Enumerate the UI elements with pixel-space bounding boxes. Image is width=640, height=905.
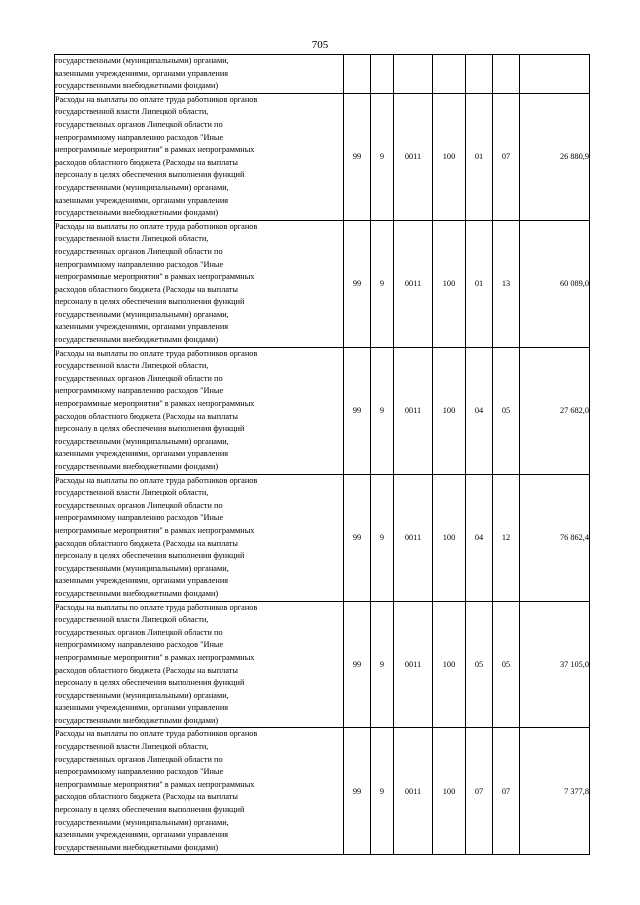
subchapter-code: 13 xyxy=(493,220,520,347)
subsection-code: 9 xyxy=(371,474,394,601)
description-line: государственной власти Липецкой области, xyxy=(55,488,209,498)
amount: 26 880,9 xyxy=(520,93,590,220)
page-number: 705 xyxy=(311,39,329,51)
row-description xyxy=(55,93,344,220)
description-line: государственных органов Липецкой области по xyxy=(55,373,223,383)
empty-cell xyxy=(493,55,520,94)
description-line: непрограммному направлению расходов "Иные xyxy=(55,513,224,523)
row-description xyxy=(55,347,344,474)
empty-cell xyxy=(371,55,394,94)
amount: 60 089,0 xyxy=(520,220,590,347)
expense-type-code: 100 xyxy=(433,474,466,601)
subsection-code: 9 xyxy=(371,93,394,220)
section-code: 99 xyxy=(344,728,371,855)
table-body xyxy=(55,55,590,855)
description-line: непрограммные мероприятия" в рамках непрограммных xyxy=(55,272,255,282)
expense-type-code: 100 xyxy=(433,220,466,347)
description-line: персоналу в целях обеспечения выполнения функций xyxy=(55,805,245,815)
row-description xyxy=(55,474,344,601)
row-description xyxy=(55,55,344,94)
section-code: 99 xyxy=(344,220,371,347)
description-line: расходов областного бюджета (Расходы на выплаты xyxy=(55,284,239,294)
description-line: Расходы на выплаты по оплате труда работников органов xyxy=(55,221,258,231)
target-article-code: 0011 xyxy=(394,220,433,347)
description-line: Расходы на выплаты по оплате труда работников органов xyxy=(55,94,258,104)
expense-type-code: 100 xyxy=(433,728,466,855)
table-row xyxy=(55,93,590,220)
amount: 27 682,0 xyxy=(520,347,590,474)
description-line: непрограммному направлению расходов "Иные xyxy=(55,640,224,650)
amount: 37 105,0 xyxy=(520,601,590,728)
subchapter-code: 05 xyxy=(493,601,520,728)
description-line: персоналу в целях обеспечения выполнения функций xyxy=(55,678,245,688)
description-line: государственными внебюджетными фондами) xyxy=(55,588,219,598)
target-article-code: 0011 xyxy=(394,728,433,855)
budget-table xyxy=(54,54,590,855)
description-line: персоналу в целях обеспечения выполнения функций xyxy=(55,170,245,180)
subsection-code: 9 xyxy=(371,601,394,728)
section-code: 99 xyxy=(344,93,371,220)
amount: 76 862,4 xyxy=(520,474,590,601)
description-line: государственными (муниципальными) органами, xyxy=(55,436,229,446)
empty-cell xyxy=(344,55,371,94)
description-line: государственной власти Липецкой области, xyxy=(55,361,209,371)
section-code: 99 xyxy=(344,474,371,601)
description-line: государственными (муниципальными) органами, xyxy=(55,690,229,700)
description-line: непрограммному направлению расходов "Иные xyxy=(55,259,224,269)
empty-cell xyxy=(520,55,590,94)
subchapter-code: 12 xyxy=(493,474,520,601)
chapter-code: 04 xyxy=(466,347,493,474)
description-line: государственными (муниципальными) органами, xyxy=(55,563,229,573)
description-line: Расходы на выплаты по оплате труда работников органов xyxy=(55,602,258,612)
description-line: государственных органов Липецкой области по xyxy=(55,627,223,637)
description-line: государственными внебюджетными фондами) xyxy=(55,715,219,725)
description-line: государственных органов Липецкой области по xyxy=(55,119,223,129)
chapter-code: 01 xyxy=(466,220,493,347)
description-line: персоналу в целях обеспечения выполнения функций xyxy=(55,297,245,307)
description-line: расходов областного бюджета (Расходы на выплаты xyxy=(55,792,239,802)
chapter-code: 04 xyxy=(466,474,493,601)
description-line: казенными учреждениями, органами управления xyxy=(55,703,229,713)
description-line: непрограммные мероприятия" в рамках непрограммных xyxy=(55,779,255,789)
description-line: государственными внебюджетными фондами) xyxy=(55,81,219,91)
description-line: государственными (муниципальными) органами, xyxy=(55,182,229,192)
subsection-code: 9 xyxy=(371,728,394,855)
description-line: непрограммные мероприятия" в рамках непрограммных xyxy=(55,399,255,409)
description-line: расходов областного бюджета (Расходы на выплаты xyxy=(55,411,239,421)
amount: 7 377,8 xyxy=(520,728,590,855)
empty-cell xyxy=(394,55,433,94)
chapter-code: 05 xyxy=(466,601,493,728)
table-row-continued xyxy=(55,55,590,94)
description-line: казенными учреждениями, органами управления xyxy=(55,322,229,332)
table-row xyxy=(55,601,590,728)
expense-type-code: 100 xyxy=(433,601,466,728)
description-line: государственными внебюджетными фондами) xyxy=(55,335,219,345)
description-line: государственной власти Липецкой области, xyxy=(55,234,209,244)
description-line: государственными внебюджетными фондами) xyxy=(55,462,219,471)
description-line: непрограммному направлению расходов "Иные xyxy=(55,386,224,396)
subchapter-code: 07 xyxy=(493,93,520,220)
description-line: казенными учреждениями, органами управления xyxy=(55,68,229,78)
target-article-code: 0011 xyxy=(394,474,433,601)
description-line: расходов областного бюджета (Расходы на выплаты xyxy=(55,157,239,167)
description-line: персоналу в целях обеспечения выполнения функций xyxy=(55,424,245,434)
description-line: казенными учреждениями, органами управления xyxy=(55,576,229,586)
description-line: непрограммные мероприятия" в рамках непрограммных xyxy=(55,525,255,535)
description-line: государственными внебюджетными фондами) xyxy=(55,208,219,218)
description-line: Расходы на выплаты по оплате труда работников органов xyxy=(55,348,258,358)
description-line: государственной власти Липецкой области, xyxy=(55,615,209,625)
description-line: государственных органов Липецкой области по xyxy=(55,246,223,256)
row-description xyxy=(55,220,344,347)
description-line: казенными учреждениями, органами управления xyxy=(55,449,229,459)
description-line: непрограммному направлению расходов "Иные xyxy=(55,132,224,142)
subsection-code: 9 xyxy=(371,347,394,474)
table-row xyxy=(55,347,590,474)
section-code: 99 xyxy=(344,601,371,728)
description-line: государственной власти Липецкой области, xyxy=(55,742,209,752)
description-line: государственными (муниципальными) органами, xyxy=(55,56,229,65)
description-line: государственных органов Липецкой области по xyxy=(55,754,223,764)
subchapter-code: 07 xyxy=(493,728,520,855)
description-line: государственными (муниципальными) органами, xyxy=(55,309,229,319)
expense-type-code: 100 xyxy=(433,93,466,220)
row-description xyxy=(55,728,344,855)
empty-cell xyxy=(466,55,493,94)
target-article-code: 0011 xyxy=(394,601,433,728)
description-line: Расходы на выплаты по оплате труда работников органов xyxy=(55,729,258,739)
target-article-code: 0011 xyxy=(394,347,433,474)
chapter-code: 07 xyxy=(466,728,493,855)
description-line: непрограммному направлению расходов "Иные xyxy=(55,767,224,777)
description-line: персоналу в целях обеспечения выполнения функций xyxy=(55,551,245,561)
description-line: государственными (муниципальными) органами, xyxy=(55,817,229,827)
description-line: непрограммные мероприятия" в рамках непрограммных xyxy=(55,652,255,662)
description-line: государственных органов Липецкой области по xyxy=(55,500,223,510)
target-article-code: 0011 xyxy=(394,93,433,220)
section-code: 99 xyxy=(344,347,371,474)
description-line: непрограммные мероприятия" в рамках непрограммных xyxy=(55,145,255,155)
chapter-code: 01 xyxy=(466,93,493,220)
description-line: государственными внебюджетными фондами) xyxy=(55,842,219,852)
table-row xyxy=(55,728,590,855)
expense-type-code: 100 xyxy=(433,347,466,474)
subsection-code: 9 xyxy=(371,220,394,347)
empty-cell xyxy=(433,55,466,94)
description-line: Расходы на выплаты по оплате труда работников органов xyxy=(55,475,258,485)
table-row xyxy=(55,474,590,601)
row-description xyxy=(55,601,344,728)
description-line: расходов областного бюджета (Расходы на выплаты xyxy=(55,665,239,675)
description-line: государственной власти Липецкой области, xyxy=(55,107,209,117)
description-line: казенными учреждениями, органами управления xyxy=(55,830,229,840)
description-line: казенными учреждениями, органами управления xyxy=(55,195,229,205)
description-line: расходов областного бюджета (Расходы на выплаты xyxy=(55,538,239,548)
subchapter-code: 05 xyxy=(493,347,520,474)
table-row xyxy=(55,220,590,347)
